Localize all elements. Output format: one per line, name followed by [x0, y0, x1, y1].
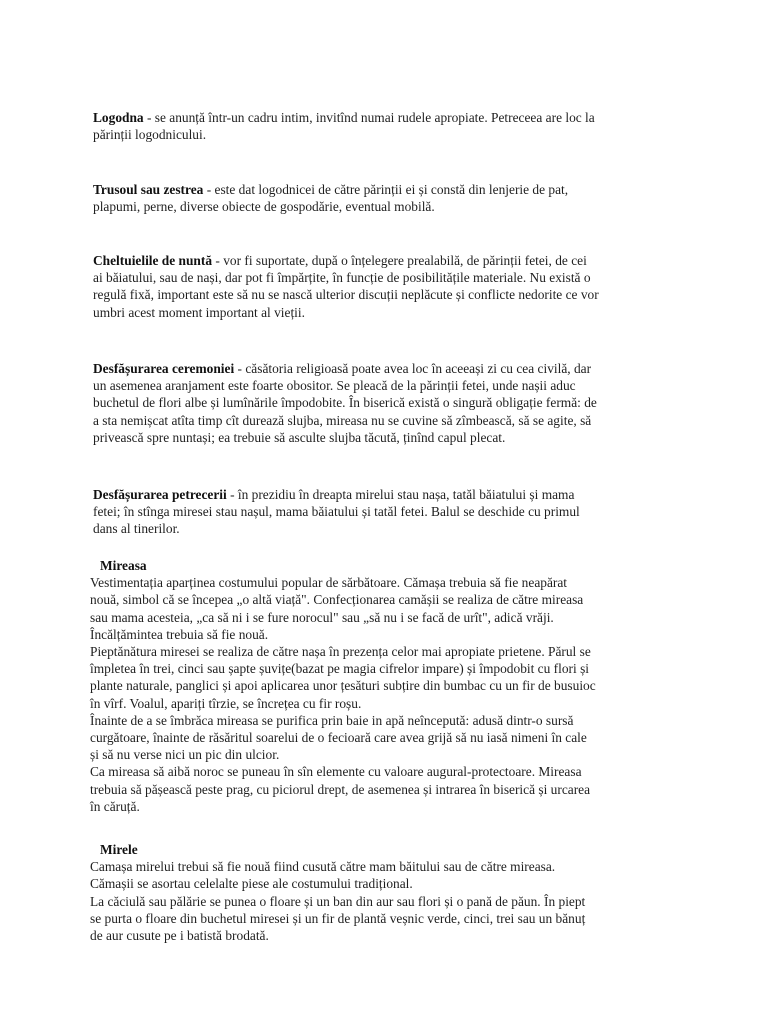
section-line: de aur cusute pe i batistă brodată. [90, 928, 269, 944]
paragraph-line: dans al tinerilor. [93, 521, 180, 537]
paragraph-line: părinții logodnicului. [93, 127, 207, 143]
paragraph-line: umbri acest moment important al vieții. [93, 304, 305, 320]
term-trusoul: Trusoul sau zestrea [93, 182, 204, 197]
section-heading-mireasa: Mireasa [100, 558, 147, 573]
section-line: Încălțămintea trebuia să fie nouă. [90, 626, 269, 642]
paragraph-line: Trusoul sau zestrea - este dat logodnicei de către părinții ei și constă din lenjerie de pat, [93, 182, 569, 197]
paragraph-line: buchetul de flori albe și lumînările împodobite. În biserică există o singură obligație fermă: de [93, 395, 597, 411]
paragraph-logodna [93, 109, 685, 143]
paragraph-line: un asemenea aranjament este foarte obositor. Se pleacă de la părinții fetei, unde nașii aduc [93, 378, 576, 394]
paragraph-line: Logodna - se anunță într-un cadru intim, invitînd numai rudele apropiate. Petreceea are loc la [93, 110, 595, 125]
section-mireasa [90, 557, 690, 815]
paragraph-line: Desfășurarea petrecerii - în prezidiu în dreapta mirelui stau nașa, tatăl băiatului și mama [93, 487, 575, 502]
section-line: curgătoare, înainte de răsăritul soarelui de o fecioară care avea grijă să nu iasă nimeni în cale [90, 730, 587, 746]
paragraph-line: regulă fixă, important este să nu se nască ulterior discuții neplăcute și conflicte nedorite ce vor [93, 287, 599, 303]
section-line: se purta o floare din buchetul miresei și un fir de plantă veșnic verde, cinci, trei sau un bănuț [90, 910, 586, 926]
paragraph-line: a sta nemișcat atîta timp cît durează slujba, mireasa nu se cuvine să zîmbească, să se agite, să [93, 412, 592, 428]
section-line: Ca mireasa să aibă noroc se puneau în sîn elemente cu valoare augural-protectoare. Mireasa [90, 764, 582, 780]
section-line: Pieptănătura miresei se realiza de către nașa în prezența celor mai apropiate prietene. Părul se [90, 644, 591, 660]
section-line: La căciulă sau pălărie se punea o floare și un ban din aur sau flori și o pană de păun. În piept [90, 893, 586, 909]
section-line: nouă, simbol că se începea „o altă viață". Confecționarea camășii se realiza de către mireasa [90, 592, 584, 608]
section-line: Vestimentația aparținea costumului popular de sărbătoare. Cămașa trebuia să fie neapărat [90, 575, 568, 591]
section-line: și să nu verse nici un pic din ulcior. [90, 747, 280, 763]
paragraph-trusoul [93, 181, 685, 215]
section-mirele [90, 841, 690, 944]
section-line: împletea în trei, cinci sau șapte șuvițe(bazat pe magia cifrelor impare) și împodobit cu flori și [90, 661, 590, 677]
paragraph-line: fetei; în stînga miresei stau nașul, mama băiatului și tatăl fetei. Balul se deschide cu primul [93, 504, 580, 520]
term-ceremonia: Desfășurarea ceremoniei [93, 361, 235, 376]
section-line: trebuia să pășească peste prag, cu piciorul drept, de asemenea și intrarea în biserică și urcarea [90, 781, 591, 797]
paragraph-line: Desfășurarea ceremoniei - căsătoria religioasă poate avea loc în aceeași zi cu cea civilă, dar [93, 361, 592, 376]
section-line: în căruță. [90, 798, 140, 814]
section-line: Înainte de a se îmbrăca mireasa se purifica prin baie in apă neîncepută: adusă dintr-o sursă [90, 712, 574, 728]
paragraph-line: Cheltuielile de nuntă - vor fi suportate, după o înțelegere prealabilă, de părinții fetei, de cei [93, 253, 587, 268]
section-line: Camașa mirelui trebui să fie nouă fiind cusută către mam băitului sau de către mireasa. [90, 859, 556, 875]
term-petrecerea: Desfășurarea petrecerii [93, 487, 227, 502]
section-line: în vîrf. Voalul, apariți tîrzie, se încrețea cu fir roșu. [90, 695, 362, 711]
paragraph-ceremonia [93, 360, 685, 446]
term-logodna: Logodna [93, 110, 144, 125]
term-cheltuielile: Cheltuielile de nuntă [93, 253, 213, 268]
section-line: plante naturale, panglici și apoi aplicarea unor țesături subțire din bumbac cu un fir de busuioc [90, 678, 596, 694]
paragraph-line: privească spre nuntași; ea trebuie să asculte slujba tăcută, ținînd capul plecat. [93, 429, 506, 445]
section-line: sau mama acesteia, „ca să ni i se fure norocul" sau „să nu i se facă de urît", adică vrăji. [90, 609, 554, 625]
section-heading-mirele: Mirele [100, 842, 138, 857]
paragraph-cheltuielile [93, 252, 685, 321]
paragraph-petrecerea [93, 486, 685, 538]
section-line: Cămașii se asortau celelalte piese ale costumului tradițional. [90, 876, 413, 892]
paragraph-line: plapumi, perne, diverse obiecte de gospodărie, eventual mobilă. [93, 199, 435, 215]
paragraph-line: ai băiatului, sau de nași, dar pot fi împărțite, în funcție de posibilitățile materiale. Nu există o [93, 270, 591, 286]
